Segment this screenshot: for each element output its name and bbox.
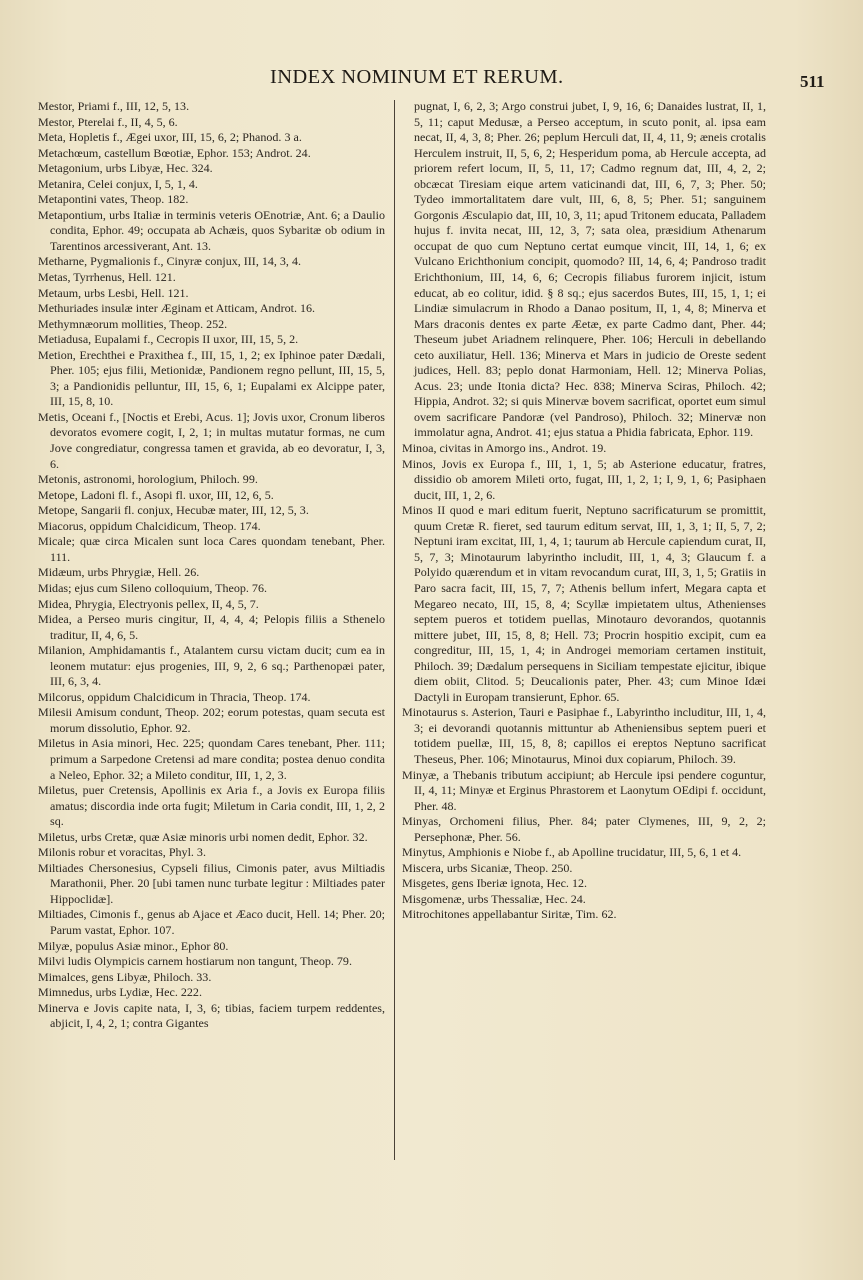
index-entry: Metope, Ladoni fl. f., Asopi fl. uxor, III, 12, 6, 5.: [38, 487, 274, 502]
index-entry: Misgomenæ, urbs Thessaliæ, Hec. 24.: [402, 891, 586, 906]
index-entry: Miltiades, Cimonis f., genus ab Ajace et Æaco ducit, Hell. 14; Pher. 20; Parum vastat, Ephor. 107.: [38, 907, 385, 937]
index-entry: Miacorus, oppidum Chalcidicum, Theop. 174.: [38, 518, 261, 533]
index-entry: Metachœum, castellum Bœotiæ, Ephor. 153; Androt. 24.: [38, 145, 311, 160]
column-divider: [394, 100, 395, 1160]
index-entry: Metonis, astronomi, horologium, Philoch. 99.: [38, 472, 258, 487]
index-entry: Metope, Sangarii fl. conjux, Hecubæ mater, III, 12, 5, 3.: [38, 503, 309, 518]
index-entry: Meta, Hopletis f., Ægei uxor, III, 15, 6, 2; Phanod. 3 a.: [38, 130, 302, 145]
index-entry: Metas, Tyrrhenus, Hell. 121.: [38, 270, 176, 285]
index-entry: Miletus in Asia minori, Hec. 225; quondam Cares tenebant, Pher. 111; primum a Sarpedone Cretensi ad mare condita; postea denuo condita a Neleo, Ephor. 32; a Mileto conditur, III, 1, 2, 3.: [38, 736, 385, 782]
index-entry: Metagonium, urbs Libyæ, Hec. 324.: [38, 161, 213, 176]
index-entry: Minyæ, a Thebanis tributum accipiunt; ab Hercule ipsi pendere coguntur, II, 4, 11; Minyæ et Erginus Phrastorem et Laonytum OEdipi f. occidunt, Pher. 48.: [402, 767, 766, 813]
page-title: INDEX NOMINUM ET RERUM.: [270, 66, 564, 88]
index-entry: Miscera, urbs Sicaniæ, Theop. 250.: [402, 860, 573, 875]
index-entry: Milanion, Amphidamantis f., Atalantem cursu victam ducit; cum ea in leonem mutatur: ejus progenies, III, 9, 2, 6 sq.; Parthenopæi pater, III, 6, 3, 4.: [38, 643, 385, 689]
index-entry: Midas; ejus cum Sileno colloquium, Theop. 76.: [38, 580, 267, 595]
index-entry: Metion, Erechthei e Praxithea f., III, 15, 1, 2; ex Iphinoe pater Dædali, Pher. 105; ejus filii, Metionidæ, Pandionem regno pellunt, III, 15, 5, 3; a Pandionidis pelluntur, III, 15, 6, 1; Eupalami ex Alcippe pater, III, 15, 8, 10.: [38, 347, 385, 409]
index-entry: Metapontini vates, Theop. 182.: [38, 192, 189, 207]
index-entry: Minytus, Amphionis e Niobe f., ab Apolline trucidatur, III, 5, 6, 1 et 4.: [402, 845, 742, 860]
index-entry: Midæum, urbs Phrygiæ, Hell. 26.: [38, 565, 200, 580]
index-entry: Metharne, Pygmalionis f., Cinyræ conjux, III, 14, 3, 4.: [38, 254, 301, 269]
index-entry: Minos II quod e mari editum fuerit, Neptuno sacrificaturum se promittit, quum Cretæ R. fieret, sed taurum editum servat, III, 1, 3, 1; II, 5, 7, 2; Neptuni iram excitat, III, 1, 4, 1; taurum ab Hercule capiendum curat, II, 5, 7, 3; Minotaurum labyrintho includit, III, 1, 4, 3; Glaucum f. a Polyido quærendum et in vitam revocandum curat, III, 3, 1, 5; Gratiis in Paro sacra facit, III, 15, 7, 7; Athenis bellum infert, Megara capta et Megareo necato, III, 15, 8, 4; Scyllæ impietatem ultus, Athenienses septem pueros et totidem puellas, Minotauro devorandos, quotannis mittere jubet, III, 15, 8, 8; Hell. 73; Procrin hospitio excipit, cum ea congreditur, III, 15, 1, 4; in Androgei memoriam certamen instituit, Philoch. 39; Dædalum persequens in Siciliam tempestate ejicitur, ibique diem obiit, Clitod. 5; Deucalionis pater, Pher. 43; cum Minoe Idæi Dactyli in Europam transierunt, Ephor. 65.: [402, 503, 766, 704]
index-entry: Minyas, Orchomeni filius, Pher. 84; pater Clymenes, III, 9, 2, 2; Persephonæ, Pher. 56.: [402, 814, 766, 844]
index-entry: Midea, a Perseo muris cingitur, II, 4, 4, 4; Pelopis filiis a Sthenelo traditur, II, 4, 6, 5.: [38, 612, 385, 642]
index-entry: Methuriades insulæ inter Æginam et Atticam, Androt. 16.: [38, 301, 316, 316]
index-entry: Metaum, urbs Lesbi, Hell. 121.: [38, 285, 189, 300]
right-column: [402, 99, 766, 923]
index-entry: Milyæ, populus Asiæ minor., Ephor 80.: [38, 938, 229, 953]
index-entry: Minos, Jovis ex Europa f., III, 1, 1, 5; ab Asterione educatur, fratres, dissidio ob amorem Mileti orto, fugat, III, 1, 2, 1; I, 9, 1, 6; Pasiphaen ducit, III, 1, 2, 6.: [402, 456, 766, 502]
index-entry: Minoa, civitas in Amorgo ins., Androt. 19.: [402, 441, 607, 456]
index-entry: Mimnedus, urbs Lydiæ, Hec. 222.: [38, 985, 202, 1000]
index-entry: Milonis robur et voracitas, Phyl. 3.: [38, 845, 206, 860]
index-entry: Methymnæorum mollities, Theop. 252.: [38, 316, 228, 331]
index-entry: pugnat, I, 6, 2, 3; Argo construi jubet, I, 9, 16, 6; Danaides lustrat, II, 1, 5, 11; caput Medusæ, a Perseo acceptum, in scuto ponit, al. ipsa eam necat, II, 4, 3, 8; Pher. 26; peplum Herculi dat, II, 4, 11, 9; æneis crotalis Herculem instruit, II, 5, 6, 2; Hesperidum poma, ab Hercule accepta, ad priorem refert locum, II, 5, 11, 17; Cadmo regnum dat, III, 4, 2, 2; obcæcat Tiresiam eique artem vaticinandi dat, III, 6, 7, 3; Pher. 50; Tydeo immortalitatem dare vult, III, 6, 8, 5; Pher. 51; sanguinem Gorgonis Æsculapio dat, III, 10, 3, 11; apud Tritonem educata, Palladem hujus f. invita necat, III, 12, 3, 7; sata olea, præsidium Athenarum occupat de quo cum Neptuno certat eumque vincit, III, 14, 1, 6; ex Vulcano Erichthonium concipit, quomodo? III, 14, 6, 4; Pandroso tradit Erichthonium, III, 14, 6, 6; Cecropis filiabus furorem injicit, istum educat, ab eo colitur, idid. § 8 sq.; ejus sacerdos Butes, III, 15, 1, 1; ei Lindiæ simulacrum in Rhodo a Danao positum, II, 1, 4, 8; Minerva et Mars draconis dentes ex parte Æetæ, ex parte Cadmo dant, Pher. 44; Theseum jubet Ariadnem relinquere, Pher. 106; Herculi in debellando ceto auxiliatur, Hell. 136; Minerva et Mars in judicio de Oreste sedent judices, Hell. 83; peplo donat Harmoniam, Hell. 12; Minerva Polias, Acus. 23; unde Itonia dicta? Hec. 838; Minerva Sciras, Philoch. 42; Hippia, Androt. 32; si quis Minervæ bovem sacrificat, oportet eum simul ovem sacrificare Pandoræ (vel Pandroso), Philoch. 32; Minervæ non immolatur agna, Androt. 41; ejus statua a Phidia fabricata, Ephor. 119.: [414, 99, 766, 440]
index-entry: Mestor, Pterelai f., II, 4, 5, 6.: [38, 114, 178, 129]
index-entry: Misgetes, gens Iberiæ ignota, Hec. 12.: [402, 876, 588, 891]
index-entry: Metis, Oceani f., [Noctis et Erebi, Acus. 1]; Jovis uxor, Cronum liberos devoratos evomere cogit, I, 2, 1; in multas mutatur formas, ne cum Jove congrediatur, congressa tamen et gravida, ab eo devoratur, I, 3, 6.: [38, 409, 385, 471]
index-entry: Mitrochitones appellabantur Siritæ, Tim. 62.: [402, 907, 617, 922]
index-entry: Minotaurus s. Asterion, Tauri e Pasiphae f., Labyrintho includitur, III, 1, 4, 3; ei devorandi quotannis mittuntur ab Atheniensibus septem pueri et totidem puellæ, III, 15, 8, 8; capillos ei ereptos Neptuno sacrificat Theseus, Pher. 106; Minotaurus, Minoi dux copiarum, Philoch. 39.: [402, 705, 766, 766]
index-entry: Micale; quæ circa Micalen sunt loca Cares quondam tenebant, Pher. 111.: [38, 534, 385, 564]
index-entry: Miletus, puer Cretensis, Apollinis ex Aria f., a Jovis ex Europa filiis amatus; discordia inde orta fugit; Miletum in Caria condit, III, 1, 2, 2 sq.: [38, 783, 385, 829]
index-entry: Midea, Phrygia, Electryonis pellex, II, 4, 5, 7.: [38, 596, 259, 611]
index-entry: Mimalces, gens Libyæ, Philoch. 33.: [38, 969, 212, 984]
left-column: [38, 99, 385, 1032]
index-entry: Minerva e Jovis capite nata, I, 3, 6; tibias, faciem turpem reddentes, abjicit, I, 4, 2, 1; contra Gigantes: [38, 1000, 385, 1031]
page-number: 511: [800, 72, 825, 91]
index-entry: Milcorus, oppidum Chalcidicum in Thracia, Theop. 174.: [38, 689, 311, 704]
running-header: [0, 62, 863, 96]
index-entry: Miltiades Chersonesius, Cypseli filius, Cimonis pater, avus Miltiadis Marathonii, Pher. 20 [ubi tamen nunc turbate legitur : Miltiades pater Hippoclidæ].: [38, 860, 385, 906]
index-entry: Miletus, urbs Cretæ, quæ Asiæ minoris urbi nomen dedit, Ephor. 32.: [38, 829, 368, 844]
index-entry: Milesii Amisum condunt, Theop. 202; eorum potestas, quam secuta est morum dissolutio, Ephor. 92.: [38, 705, 385, 735]
index-entry: Milvi ludis Olympicis carnem hostiarum non tangunt, Theop. 79.: [38, 954, 352, 969]
index-entry: Metiadusa, Eupalami f., Cecropis II uxor, III, 15, 5, 2.: [38, 332, 299, 347]
index-entry: Metanira, Celei conjux, I, 5, 1, 4.: [38, 176, 198, 191]
index-entry: Mestor, Priami f., III, 12, 5, 13.: [38, 99, 190, 113]
index-entry: Metapontium, urbs Italiæ in terminis veteris OEnotriæ, Ant. 6; a Daulio condita, Ephor. 49; occupata ab Achæis, quos Sybaritæ ob odium in Tarentinos arcessiverant, Ant. 13.: [38, 207, 385, 253]
